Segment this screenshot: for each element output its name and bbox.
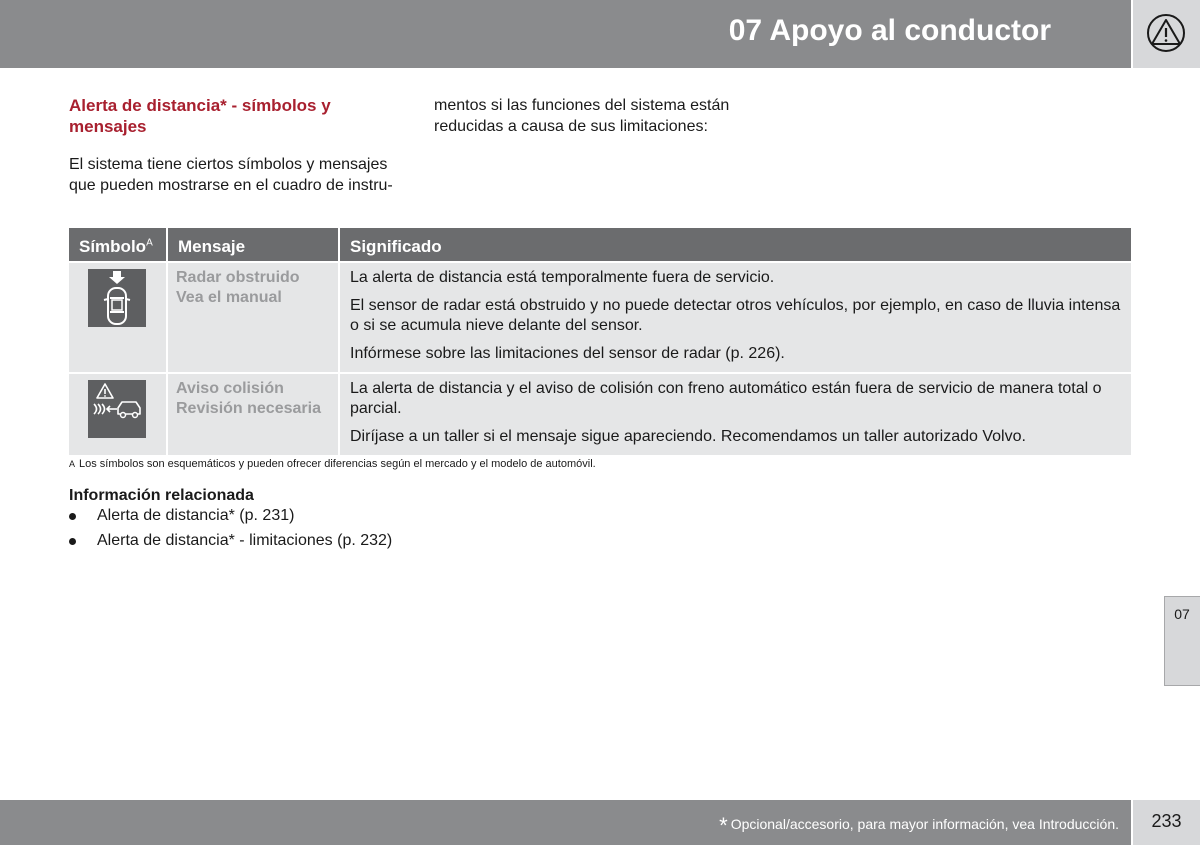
radar-obstructed-icon [88, 269, 146, 327]
page-number-box [1133, 800, 1200, 845]
meaning-cell [339, 373, 1131, 455]
footer-note [719, 813, 1119, 839]
related-link[interactable]: Alerta de distancia* - limitaciones (p. 232) [97, 532, 393, 549]
footnote-mark: A [69, 459, 76, 469]
message-line2: Vea el manual [176, 289, 282, 306]
message-cell [167, 373, 339, 455]
meaning-paragraph: Diríjase a un taller si el mensaje sigue apareciendo. Recomendamos un taller autorizado Volvo. [350, 428, 1026, 445]
meaning-cell [339, 262, 1131, 373]
header-symbol [69, 228, 167, 262]
meaning-paragraph: Infórmese sobre las limitaciones del sensor de radar (p. 226). [350, 345, 785, 362]
message-line1: Aviso colisión [176, 380, 284, 397]
table-row [69, 373, 1131, 455]
symbol-cell [69, 262, 167, 373]
symbol-cell [69, 373, 167, 455]
intro-right-column [434, 95, 764, 137]
related-link[interactable]: Alerta de distancia* (p. 231) [97, 507, 295, 524]
meaning-paragraph: La alerta de distancia y el aviso de colisión con freno automático están fuera de servicio de manera total o parcial. [350, 380, 1102, 417]
meaning-paragraph: La alerta de distancia está temporalmente fuera de servicio. [350, 269, 775, 286]
bullet-icon [69, 513, 76, 520]
intro-left-column [69, 95, 404, 196]
page-number: 233 [1151, 811, 1182, 831]
table-footnote [69, 458, 596, 470]
footer-bar [0, 800, 1131, 845]
intro-text-left: El sistema tiene ciertos símbolos y mensajes que pueden mostrarse en el cuadro de instru- [69, 156, 393, 194]
section-title: Alerta de distancia* - símbolos y mensajes [69, 96, 331, 136]
chapter-title: 07 Apoyo al conductor [728, 14, 1051, 47]
meaning-paragraph: El sensor de radar está obstruido y no puede detectar otros vehículos, por ejemplo, en caso de lluvia intensa o si se acumula nieve delante del sensor. [350, 297, 1121, 334]
header-symbol-label: Símbolo [79, 236, 147, 256]
table-row [69, 262, 1131, 373]
intro-text-right: mentos si las funciones del sistema están reducidas a causa de sus limitaciones: [434, 97, 730, 135]
list-item[interactable] [69, 506, 569, 526]
table-header-row [69, 228, 1131, 262]
header-icon-box [1133, 0, 1200, 68]
header-symbol-footnote-mark: A [146, 236, 153, 248]
related-info [69, 486, 569, 551]
warning-triangle-icon [1145, 14, 1187, 52]
footnote-text: Los símbolos son esquemáticos y pueden ofrecer diferencias según el mercado y el modelo de automóvil. [79, 458, 596, 470]
collision-warning-icon [88, 380, 146, 438]
chapter-tab-label: 07 [1174, 606, 1190, 622]
related-list [69, 506, 569, 551]
chapter-tab [1164, 596, 1200, 686]
header-message: Mensaje [167, 228, 339, 262]
footer-note-text: Opcional/accesorio, para mayor información, vea Introducción. [730, 816, 1119, 832]
symbols-table [69, 228, 1131, 455]
header-meaning: Significado [339, 228, 1131, 262]
asterisk-mark: * [719, 813, 728, 838]
related-info-title: Información relacionada [69, 487, 254, 504]
message-line1: Radar obstruido [176, 269, 300, 286]
header-bar [0, 0, 1131, 68]
message-cell [167, 262, 339, 373]
list-item[interactable] [69, 531, 569, 551]
bullet-icon [69, 538, 76, 545]
message-line2: Revisión necesaria [176, 400, 321, 417]
